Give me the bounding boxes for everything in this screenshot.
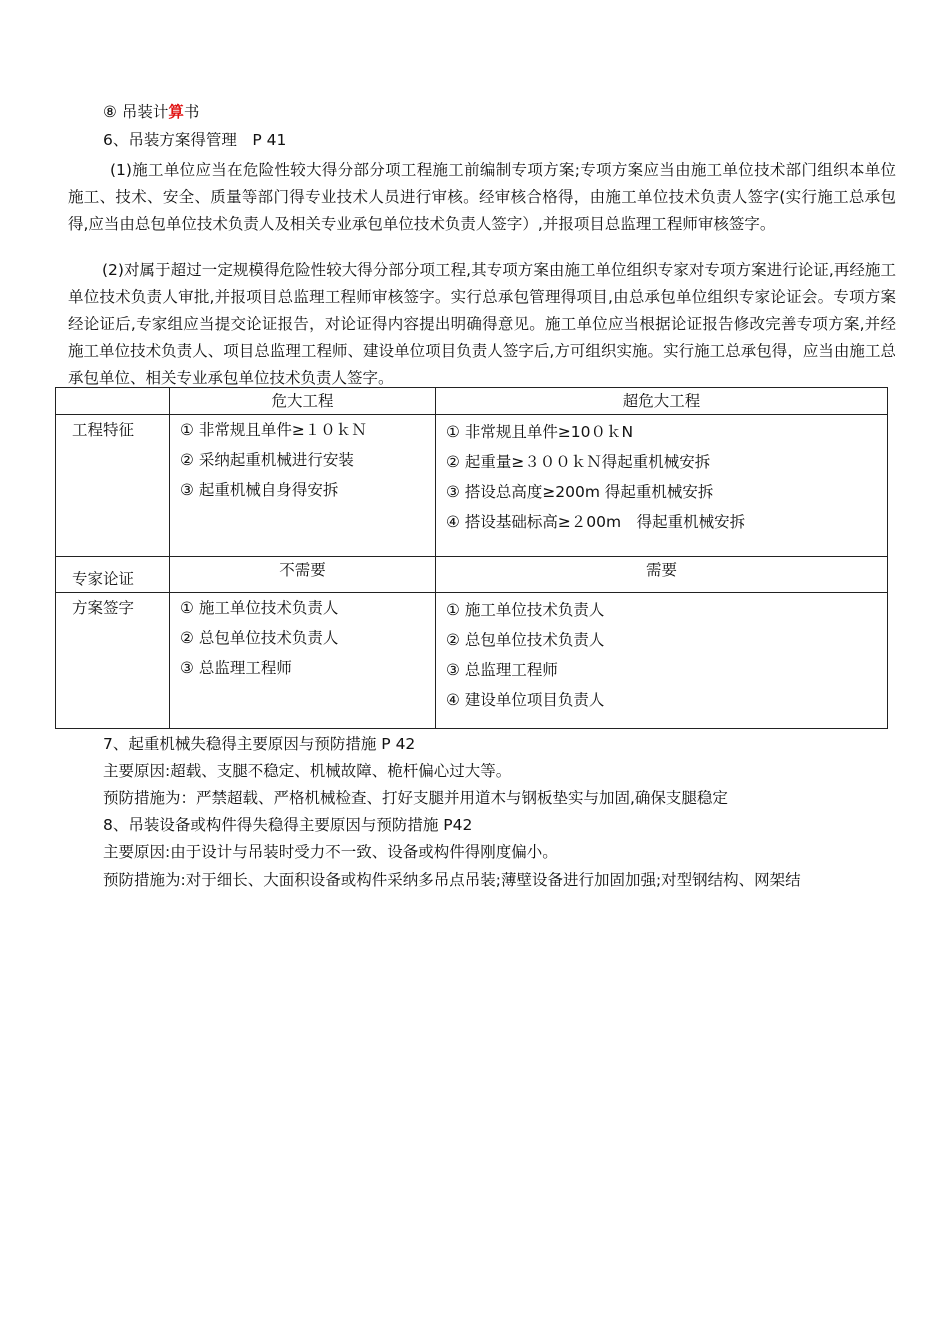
list-item: ② 起重量≥３００ｋＮ得起重机械安拆 <box>446 453 711 471</box>
signature-chaowei <box>436 593 888 729</box>
table-header-chaowei: 超危大工程 <box>436 388 888 415</box>
list-item: ④ 搭设基础标高≥２00m 得起重机械安拆 <box>446 513 746 531</box>
section-heading-7: 7、起重机械失稳得主要原因与预防措施 P 42 <box>103 735 416 753</box>
expert-chaowei: 需要 <box>436 557 888 593</box>
list-item: ① 施工单位技术负责人 <box>180 599 339 617</box>
item8-prefix: ⑧ 吊装计 <box>103 103 169 121</box>
list-item: ③ 总监理工程师 <box>180 659 292 677</box>
table-header-empty <box>56 388 170 415</box>
cause-line-8: 主要原因:由于设计与吊装时受力不一致、设备或构件得刚度偏小。 <box>103 843 558 861</box>
section-heading-8: 8、吊装设备或构件得失稳得主要原因与预防措施 P42 <box>103 816 473 834</box>
list-item: ② 采纳起重机械进行安装 <box>180 451 354 469</box>
table-row-expert <box>56 557 888 593</box>
paragraph-1: (1)施工单位应当在危险性较大得分部分项工程施工前编制专项方案;专项方案应当由施工单位技术部门组织本单位施工、技术、安全、质量等部门得专业技术人员进行审核。经审核合格得，由施工单位技术负责人签字(实行施工总承包得,应当由总包单位技术负责人及相关专业承包单位技术负责人签字）,并报项目总监理工程师审核签字。 <box>68 161 896 233</box>
table-header-wei: 危大工程 <box>170 388 436 415</box>
expert-wei: 不需要 <box>170 557 436 593</box>
table-row-features <box>56 415 888 557</box>
list-item: ③ 总监理工程师 <box>446 661 558 679</box>
section-heading-6: 6、吊装方案得管理 P 41 <box>103 131 287 149</box>
list-item-8 <box>103 101 199 123</box>
signature-wei <box>170 593 436 729</box>
item8-suffix: 书 <box>183 103 200 121</box>
comparison-table <box>55 387 888 729</box>
features-wei <box>170 415 436 557</box>
prevention-line-8: 预防措施为:对于细长、大面积设备或构件采纳多吊点吊装;薄壁设备进行加固加强;对型钢结构、网架结 <box>103 871 801 889</box>
table-header-row <box>56 388 888 415</box>
list-item: ① 非常规且单件≥10０ｋN <box>446 423 634 441</box>
list-item: ④ 建设单位项目负责人 <box>446 691 605 709</box>
list-item: ① 施工单位技术负责人 <box>446 601 605 619</box>
table-row-signature <box>56 593 888 729</box>
item8-highlight: 算 <box>168 103 184 121</box>
prevention-line-7: 预防措施为：严禁超载、严格机械检查、打好支腿并用道木与钢板垫实与加固,确保支腿稳定 <box>103 789 728 807</box>
paragraph-2: (2)对属于超过一定规模得危险性较大得分部分项工程,其专项方案由施工单位组织专家对专项方案进行论证,再经施工单位技术负责人审批,并报项目总监理工程师审核签字。实行总承包管理得项目,由总承包单位组织专家论证会。专项方案经论证后,专家组应当提交论证报告，对论证得内容提出明确得意见。施工单位应当根据论证报告修改完善专项方案,并经施工单位技术负责人、项目总监理工程师、建设单位项目负责人签字后,方可组织实施。实行施工总承包得，应当由施工总承包单位、相关专业承包单位技术负责人签字。 <box>68 261 896 387</box>
cause-line-7: 主要原因:超载、支腿不稳定、机械故障、桅杆偏心过大等。 <box>103 762 512 780</box>
features-chaowei <box>436 415 888 557</box>
list-item: ① 非常规且单件≥１０ｋＮ <box>180 421 367 439</box>
row-label-signature: 方案签字 <box>56 593 170 729</box>
list-item: ③ 搭设总高度≥200m 得起重机械安拆 <box>446 483 714 501</box>
row-label-expert: 专家论证 <box>56 557 170 593</box>
list-item: ③ 起重机械自身得安拆 <box>180 481 339 499</box>
list-item: ② 总包单位技术负责人 <box>180 629 339 647</box>
list-item: ② 总包单位技术负责人 <box>446 631 605 649</box>
row-label-features: 工程特征 <box>56 415 170 557</box>
